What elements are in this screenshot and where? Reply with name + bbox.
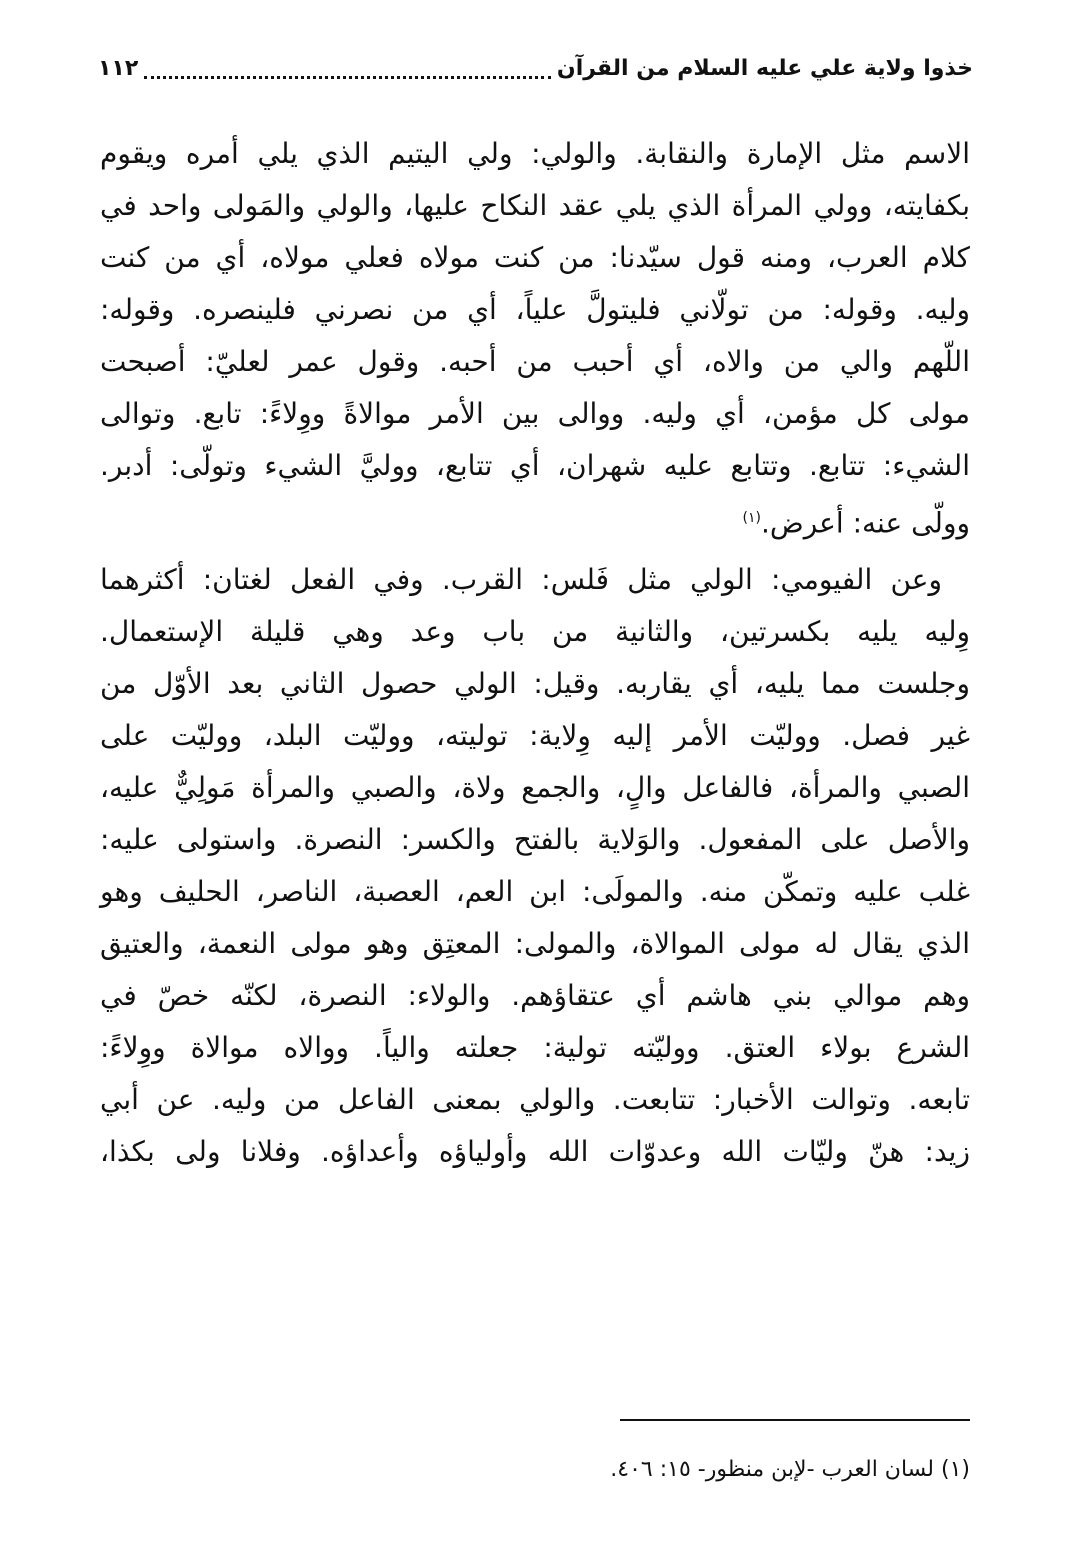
- text-fragment: وولّى عنه: أعرض.: [760, 506, 970, 540]
- text-line: غير فصل. ووليّت الأمر إليه وِلاية: توليته، ووليّت البلد، ووليّت على: [100, 719, 970, 752]
- text-line: [100, 492, 970, 544]
- text-line: مولى كل مؤمن، أي وليه. ووالى بين الأمر موالاةً ووِلاءً: تابع. وتوالى: [100, 397, 970, 430]
- text-line: وهم موالي بني هاشم أي عتقاؤهم. والولاء: النصرة، لكنّه خصّ في: [100, 979, 970, 1012]
- text-line: الشرع بولاء العتق. ووليّته تولية: جعلته والياً. ووالاه موالاة ووِلاءً:: [100, 1031, 970, 1064]
- text-line: زيد: هنّ وليّات الله وعدوّات الله وأولياؤه وأعداؤه. وفلانا ولى بكذا،: [100, 1135, 970, 1168]
- text-line: بكفايته، وولي المرأة الذي يلي عقد النكاح عليها، والولي والمَولى واحد في: [100, 189, 970, 222]
- footnote-divider: [620, 1419, 970, 1421]
- text-line: والأصل على المفعول. والوَلاية بالفتح والكسر: النصرة. واستولى عليه:: [100, 823, 970, 856]
- text-line: تابعه. وتوالت الأخبار: تتابعت. والولي بمعنى الفاعل من وليه. عن أبي: [100, 1083, 970, 1116]
- text-line: وليه. وقوله: من تولّاني فليتولَّ علياً، أي من نصرني فلينصره. وقوله:: [100, 293, 970, 326]
- text-line: الصبي والمرأة، فالفاعل والٍ، والجمع ولاة، والصبي والمرأة مَولِيٌّ عليه،: [100, 771, 970, 804]
- text-line: اللّهم والي من والاه، أي أحبب من أحبه. وقول عمر لعليّ: أصبحت: [100, 345, 970, 378]
- paragraph-gap: [100, 544, 970, 554]
- text-line: وجلست مما يليه، أي يقاربه. وقيل: الولي حصول الثاني بعد الأوّل من: [100, 667, 970, 700]
- body-text: [100, 128, 970, 1178]
- text-line: وعن الفيومي: الولي مثل فَلس: القرب. وفي الفعل لغتان: أكثرهما: [100, 563, 942, 596]
- text-line: غلب عليه وتمكّن منه. والمولَى: ابن العم، العصبة، الناصر، الحليف وهو: [100, 875, 970, 908]
- running-title: خذوا ولاية علي عليه السلام من القرآن: [556, 55, 973, 81]
- text-line: الذي يقال له مولى الموالاة، والمولى: المعتِق وهو مولى النعمة، والعتيق: [100, 927, 970, 960]
- footnote: (١) لسان العرب -لإبن منظور- ١٥: ٤٠٦.: [610, 1457, 970, 1482]
- footnote-ref: (١): [742, 510, 761, 526]
- text-line: وِليه يليه بكسرتين، والثانية من باب وعد وهي قليلة الإستعمال.: [100, 615, 970, 648]
- text-line: الشيء: تتابع. وتتابع عليه شهران، أي تتابع، ووليَّ الشيء وتولّى: أدبر.: [100, 449, 970, 482]
- leader-dots: [144, 58, 551, 79]
- page-number: ١١٢: [98, 55, 139, 81]
- running-header: [98, 48, 973, 88]
- text-line: الاسم مثل الإمارة والنقابة. والولي: ولي اليتيم الذي يلي أمره ويقوم: [100, 137, 970, 170]
- text-line: كلام العرب، ومنه قول سيّدنا: من كنت مولاه فعلي مولاه، أي من كنت: [100, 241, 970, 274]
